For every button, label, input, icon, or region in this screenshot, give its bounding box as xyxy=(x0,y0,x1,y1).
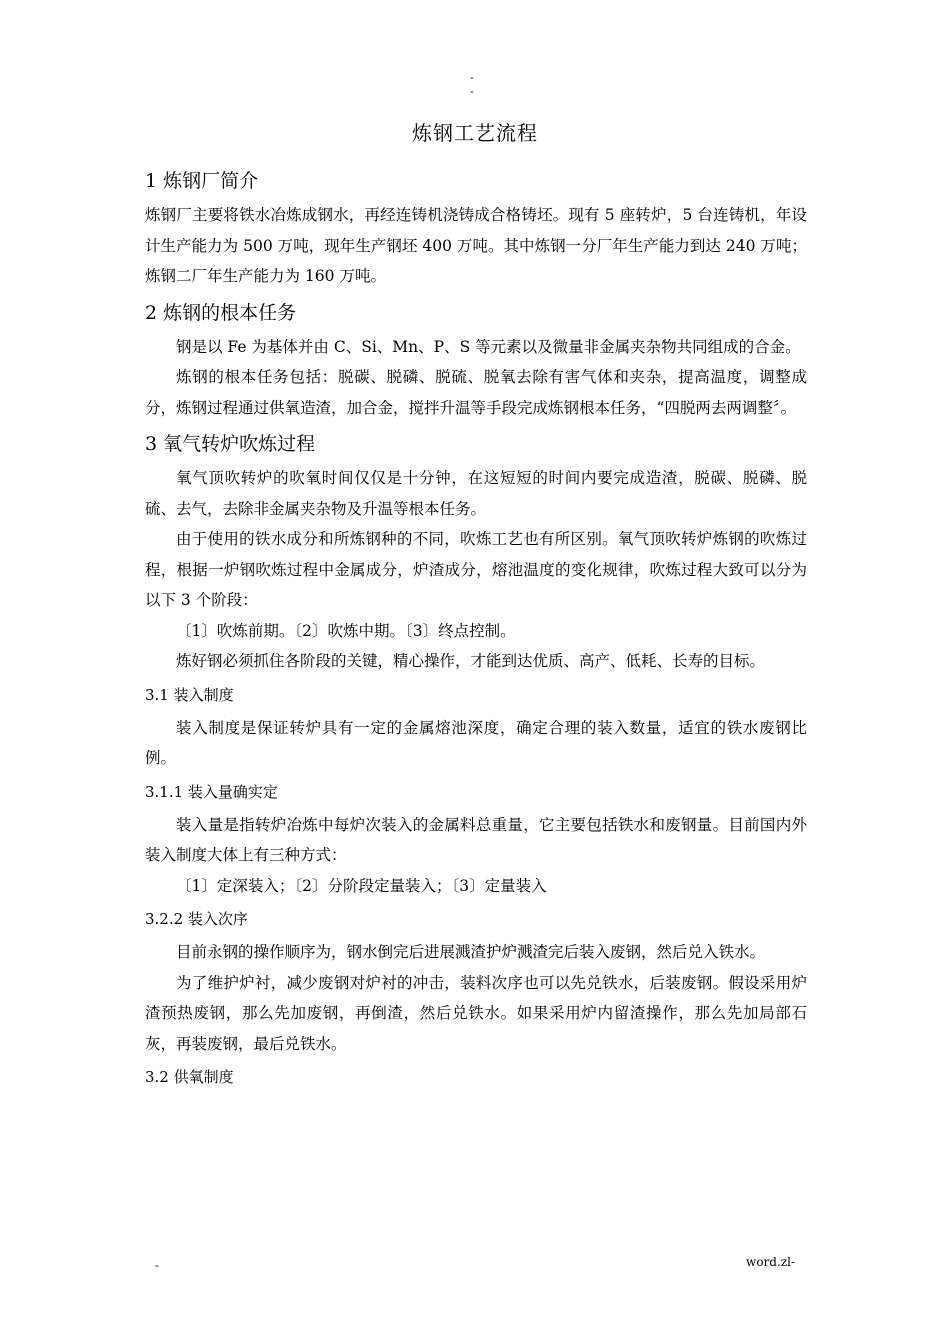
paragraph: 目前永钢的操作顺序为，钢水倒完后进展溅渣护炉溅渣完后装入废钢，然后兑入铁水。 xyxy=(176,943,766,961)
paragraph: 装入制度是保证转炉具有一定的金属熔池深度，确定合理的装入数量，适宜的铁水废钢比例。 xyxy=(145,718,807,767)
footer-left: - xyxy=(155,1259,159,1272)
subsection-heading-3-2: 3.2 供氧制度 xyxy=(145,1068,234,1086)
footer-right: word.zl- xyxy=(746,1255,795,1269)
page-title: 炼钢工艺流程 xyxy=(412,121,538,145)
section-heading-2: 2 炼钢的根本任务 xyxy=(145,301,297,324)
subsection-heading-3-2-2: 3.2.2 装入次序 xyxy=(145,910,248,928)
paragraph: 炼钢的根本任务包括：脱碳、脱磷、脱硫、脱氧去除有害气体和夹杂，提高温度，调整成分，炼钢过程通过供氧造渣，加合金，搅拌升温等手段完成炼钢根本任务，“四脱两去两调整〞。 xyxy=(145,368,807,417)
method-list: 〔1〕定深装入；〔2〕分阶段定量装入；〔3〕定量装入 xyxy=(176,876,547,895)
section-heading-1: 1 炼钢厂简介 xyxy=(145,170,259,192)
header-dash-1: - xyxy=(470,71,474,84)
subsection-heading-3-1-1: 3.1.1 装入量确实定 xyxy=(145,782,278,801)
paragraph: 钢是以 Fe 为基体并由 C、Si、Mn、P、S 等元素以及微量非金属夹杂物共同组成的合金。 xyxy=(176,337,801,356)
section-heading-3: 3 氧气转炉吹炼过程 xyxy=(145,433,316,455)
paragraph: 为了维护炉衬，减少废钢对炉衬的冲击，装料次序也可以先兑铁水，后装废钢。假设采用炉渣预热废钢，那么先加废钢，再倒渣，然后兑铁水。如果采用炉内留渣操作，那么先加局部石灰，再装废钢，最后兑铁水。 xyxy=(145,973,807,1053)
subsection-heading-3-1: 3.1 装入制度 xyxy=(145,685,234,704)
stage-list: 〔1〕吹炼前期。〔2〕吹炼中期。〔3〕终点控制。 xyxy=(176,621,516,640)
paragraph: 炼好钢必须抓住各阶段的关键，精心操作，才能到达优质、高产、低耗、长寿的目标。 xyxy=(176,652,766,670)
paragraph: 氧气顶吹转炉的吹氧时间仅仅是十分钟，在这短短的时间内要完成造渣，脱碳、脱磷、脱硫、去气，去除非金属夹杂物及升温等根本任务。 xyxy=(145,469,807,518)
paragraph: 装入量是指转炉冶炼中每炉次装入的金属料总重量，它主要包括铁水和废钢量。目前国内外装入制度大体上有三种方式： xyxy=(145,815,807,864)
paragraph: 由于使用的铁水成分和所炼钢种的不同，吹炼工艺也有所区别。氧气顶吹转炉炼钢的吹炼过程，根据一炉钢吹炼过程中金属成分，炉渣成分，熔池温度的变化规律，吹炼过程大致可以分为以下 3 个阶段： xyxy=(145,530,807,609)
paragraph: 炼钢厂主要将铁水冶炼成钢水，再经连铸机浇铸成合格铸坯。现有 5 座转炉，5 台连铸机，年设计生产能力为 500 万吨，现年生产钢坯 400 万吨。其中炼钢一分厂年生产能力到达 240 万吨；炼钢二厂年生产能力为 160 万吨。 xyxy=(145,206,807,285)
header-dash-2: - xyxy=(470,85,474,98)
document-body xyxy=(145,160,807,1095)
